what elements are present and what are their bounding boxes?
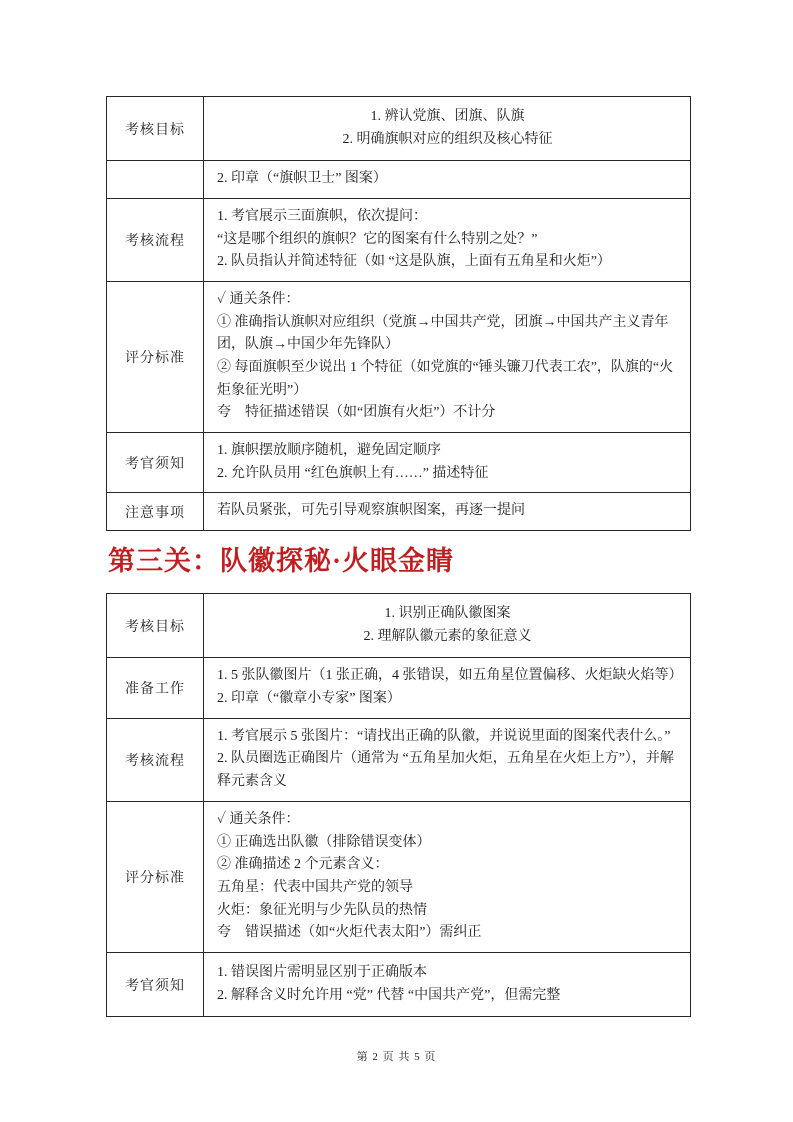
text-line: “这是哪个组织的旗帜？它的图案有什么特别之处？” bbox=[217, 231, 538, 247]
table-row bbox=[107, 282, 691, 433]
text-line: ② 每面旗帜至少说出 1 个特征（如党旗的“锤头镰刀代表工农”，队旗的“火炬象征光明”） bbox=[217, 360, 674, 398]
row-content bbox=[204, 97, 691, 161]
text-line: 夸 错误描述（如“火炬代表太阳”）需纠正 bbox=[217, 925, 482, 941]
text-line: 2. 印章（“徽章小专家” 图案） bbox=[217, 691, 401, 707]
row-content bbox=[204, 161, 691, 199]
table-row bbox=[107, 433, 691, 493]
text-line: 2. 印章（“旗帜卫士” 图案） bbox=[217, 171, 387, 187]
row-content bbox=[204, 433, 691, 493]
row-content bbox=[204, 801, 691, 952]
text-line: 夸 特征描述错误（如“团旗有火炬”）不计分 bbox=[217, 405, 496, 421]
table-row bbox=[107, 718, 691, 801]
row-label: 评分标准 bbox=[107, 282, 204, 433]
text-line: 1. 考官展示三面旗帜，依次提问： bbox=[217, 209, 427, 225]
row-label: 考核目标 bbox=[107, 594, 204, 658]
text-line: 1. 旗帜摆放顺序随机，避免固定顺序 bbox=[217, 443, 441, 459]
row-content bbox=[204, 718, 691, 801]
table-row bbox=[107, 199, 691, 282]
table-row bbox=[107, 801, 691, 952]
text-line: 2. 解释含义时允许用 “党” 代替 “中国共产党”，但需完整 bbox=[217, 987, 561, 1003]
assessment-table-emblem bbox=[106, 593, 691, 1017]
row-label bbox=[107, 161, 204, 199]
row-label: 考官须知 bbox=[107, 952, 204, 1016]
assessment-table-flags bbox=[106, 96, 691, 531]
text-line: 2. 明确旗帜对应的组织及核心特征 bbox=[342, 131, 553, 147]
text-line: ① 正确选出队徽（排除错误变体） bbox=[217, 834, 431, 850]
row-content bbox=[204, 282, 691, 433]
text-line: 五角星：代表中国共产党的领导 bbox=[217, 879, 413, 895]
section-heading: 第三关：队徽探秘·火眼金睛 bbox=[108, 546, 455, 577]
text-line: 1. 5 张队徽图片（1 张正确，4 张错误，如五角星位置偏移、火炬缺火焰等） bbox=[217, 668, 683, 684]
row-content bbox=[204, 594, 691, 658]
page-footer: 第 2 页 共 5 页 bbox=[356, 1051, 437, 1063]
row-label: 考核流程 bbox=[107, 199, 204, 282]
text-line: ① 准确指认旗帜对应组织（党旗→中国共产党，团旗→中国共产主义青年团，队旗→中国少年先锋队） bbox=[217, 314, 669, 353]
text-line: 1. 错误图片需明显区别于正确版本 bbox=[217, 964, 427, 980]
row-content bbox=[204, 493, 691, 531]
row-label: 准备工作 bbox=[107, 658, 204, 718]
text-line: 火炬：象征光明与少先队员的热情 bbox=[217, 902, 427, 918]
row-label: 考核流程 bbox=[107, 718, 204, 801]
row-content bbox=[204, 658, 691, 718]
text-line: ② 准确描述 2 个元素含义： bbox=[217, 857, 389, 873]
row-label: 考核目标 bbox=[107, 97, 204, 161]
row-content bbox=[204, 199, 691, 282]
text-line: 2. 队员指认并简述特征（如 “这是队旗，上面有五角星和火炬”） bbox=[217, 254, 611, 270]
text-line: 1. 考官展示 5 张图片：“请找出正确的队徽，并说说里面的图案代表什么。” bbox=[217, 728, 671, 744]
row-content bbox=[204, 952, 691, 1016]
table-row bbox=[107, 952, 691, 1016]
text-line: 2. 理解队徽元素的象征意义 bbox=[363, 628, 532, 644]
table-row bbox=[107, 97, 691, 161]
table-row bbox=[107, 658, 691, 718]
row-label: 评分标准 bbox=[107, 801, 204, 952]
text-line: 若队员紧张，可先引导观察旗帜图案，再逐一提问 bbox=[217, 503, 525, 519]
text-line: 1. 识别正确队徽图案 bbox=[384, 606, 511, 622]
row-label: 注意事项 bbox=[107, 493, 204, 531]
row-label: 考官须知 bbox=[107, 433, 204, 493]
text-line: 2. 允许队员用 “红色旗帜上有……” 描述特征 bbox=[217, 465, 489, 481]
text-line: 2. 队员圈选正确图片（通常为 “五角星加火炬，五角星在火炬上方”），并解释元素含义 bbox=[217, 751, 674, 790]
text-line: ✓ 通关条件： bbox=[217, 292, 300, 308]
text-line: ✓ 通关条件： bbox=[217, 811, 300, 827]
table-row bbox=[107, 161, 691, 199]
text-line: 1. 辨认党旗、团旗、队旗 bbox=[370, 109, 525, 124]
page-content bbox=[106, 96, 691, 1017]
table-row bbox=[107, 594, 691, 658]
table-row bbox=[107, 493, 691, 531]
